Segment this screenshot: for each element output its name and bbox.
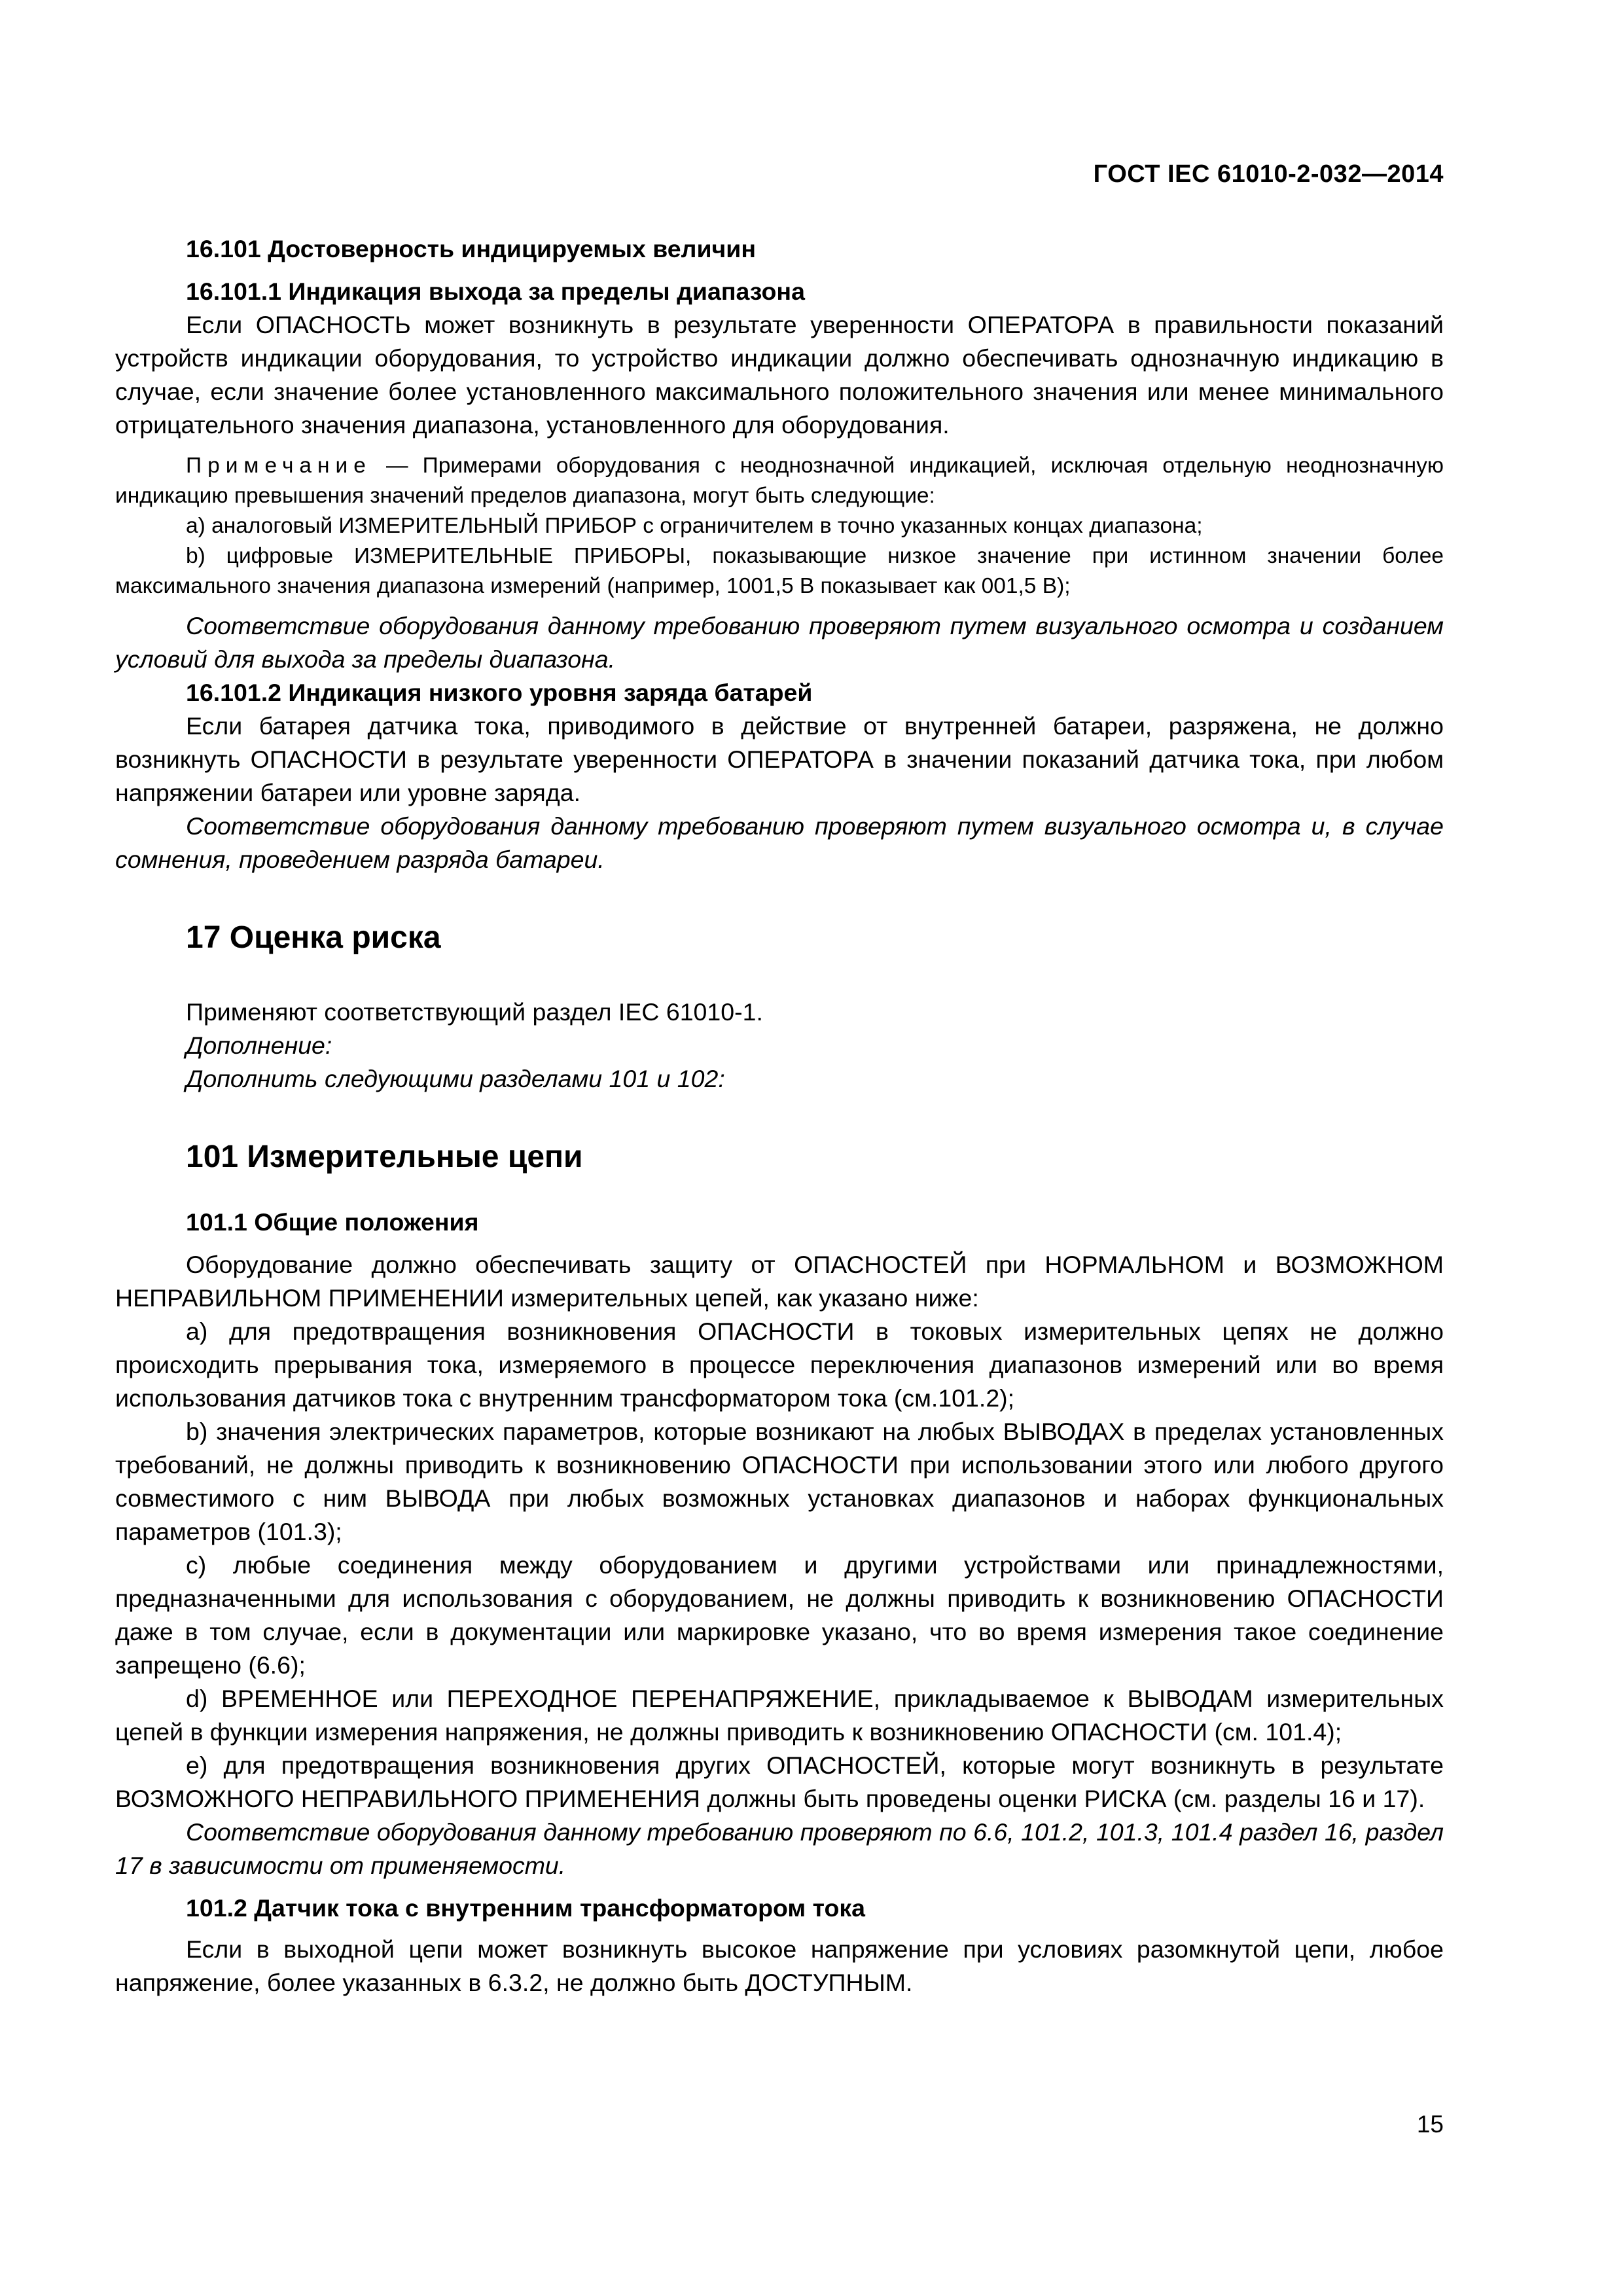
note-item-b: b) цифровые ИЗМЕРИТЕЛЬНЫЕ ПРИБОРЫ, показывающие низкое значение при истинном значении более максимального значения диапазона измерений (например, 1001,5 В показывает как 001,5 В); xyxy=(115,544,1444,598)
section-16-101-title: 16.101 Достоверность индицируемых величин xyxy=(186,235,757,262)
document-page xyxy=(115,0,1444,2296)
section-101-2-text: Если в выходной цепи может возникнуть высокое напряжение при условиях разомкнутой цепи, любое напряжение, более указанных в 6.3.2, не должно быть ДОСТУПНЫМ. xyxy=(115,1935,1444,1996)
section-16-101-1-title: 16.101.1 Индикация выхода за пределы диапазона xyxy=(186,278,805,305)
section-101-1-check: Соответствие оборудования данному требованию проверяют по 6.6, 101.2, 101.3, 101.4 раздел 16, раздел 17 в зависимости от применяемости. xyxy=(115,1818,1444,1879)
section-17-addition-text: Дополнить следующими разделами 101 и 102: xyxy=(186,1065,725,1092)
list-item-b: b) значения электрических параметров, которые возникают на любых ВЫВОДАХ в пределах установленных требований, не должны приводить к возникновению ОПАСНОСТИ при использовании этого или любого другого совместимого с ним ВЫВОДА при любых возможных установках диапазонов и наборах функциональных параметров (101.3); xyxy=(115,1418,1444,1545)
section-16-101-2-check: Соответствие оборудования данному требованию проверяют путем визуального осмотра и, в случае сомнения, проведением разряда батареи. xyxy=(115,812,1444,873)
section-16-101-1-check: Соответствие оборудования данному требованию проверяют путем визуального осмотра и созданием условий для выхода за пределы диапазона. xyxy=(115,612,1444,673)
list-item-c: c) любые соединения между оборудованием и другими устройствами или принадлежностями, предназначенными для использования с оборудованием, не должны приводить к возникновению ОПАСНОСТИ даже в том случае, если в документации или маркировке указано, что во время измерения такое соединение запрещено (6.6); xyxy=(115,1551,1444,1679)
document-id-header: ГОСТ IEC 61010-2-032—2014 xyxy=(1093,160,1444,188)
section-17-text: Применяют соответствующий раздел IEC 61010-1. xyxy=(186,998,763,1026)
list-item-a: а) для предотвращения возникновения ОПАСНОСТИ в токовых измерительных цепях не должно происходить прерывания тока, измеряемого в процессе переключения диапазонов измерений или во время использования датчиков тока с внутренним трансформатором тока (см.101.2); xyxy=(115,1318,1444,1412)
section-17-title: 17 Оценка риска xyxy=(186,920,441,955)
section-17-addition: Дополнение: xyxy=(186,1031,332,1059)
note-label: Примечание xyxy=(186,454,372,478)
section-101-1-title: 101.1 Общие положения xyxy=(186,1208,479,1236)
section-101-1-text: Оборудование должно обеспечивать защиту от ОПАСНОСТЕЙ при НОРМАЛЬНОМ и ВОЗМОЖНОМ НЕПРАВИЛЬНОМ ПРИМЕНЕНИИ измерительных цепей, как указано ниже: xyxy=(115,1251,1444,1312)
section-101-title: 101 Измерительные цепи xyxy=(186,1139,583,1174)
note-text: — Примерами оборудования с неоднозначной индикацией, исключая отдельную неоднозначную индикацию превышения значений пределов диапазона, могут быть следующие: xyxy=(115,454,1444,508)
document-body xyxy=(115,232,1444,2000)
list-item-d: d) ВРЕМЕННОЕ или ПЕРЕХОДНОЕ ПЕРЕНАПРЯЖЕНИЕ, прикладываемое к ВЫВОДАМ измерительных цепей в функции измерения напряжения, не должны приводить к возникновению ОПАСНОСТИ (см. 101.4); xyxy=(115,1685,1444,1746)
page-number: 15 xyxy=(1416,2111,1444,2138)
note-paragraph xyxy=(115,451,1444,511)
note-item-a: а) аналоговый ИЗМЕРИТЕЛЬНЫЙ ПРИБОР с ограничителем в точно указанных концах диапазона; xyxy=(186,514,1203,538)
section-16-101-2-title: 16.101.2 Индикация низкого уровня заряда батарей xyxy=(186,679,813,706)
section-16-101-1-text: Если ОПАСНОСТЬ может возникнуть в результате уверенности ОПЕРАТОРА в правильности показаний устройств индикации оборудования, то устройство индикации должно обеспечивать однозначную индикацию в случае, если значение более установленного максимального положительного значения или менее минимального отрицательного значения диапазона, установленного для оборудования. xyxy=(115,311,1444,439)
list-item-e: e) для предотвращения возникновения других ОПАСНОСТЕЙ, которые могут возникнуть в результате ВОЗМОЖНОГО НЕПРАВИЛЬНОГО ПРИМЕНЕНИЯ должны быть проведены оценки РИСКА (см. разделы 16 и 17). xyxy=(115,1751,1444,1812)
section-101-2-title: 101.2 Датчик тока с внутренним трансформатором тока xyxy=(186,1894,865,1922)
section-16-101-2-text: Если батарея датчика тока, приводимого в действие от внутренней батареи, разряжена, не должно возникнуть ОПАСНОСТИ в результате уверенности ОПЕРАТОРА в значении показаний датчика тока, при любом напряжении батареи или уровне заряда. xyxy=(115,712,1444,806)
